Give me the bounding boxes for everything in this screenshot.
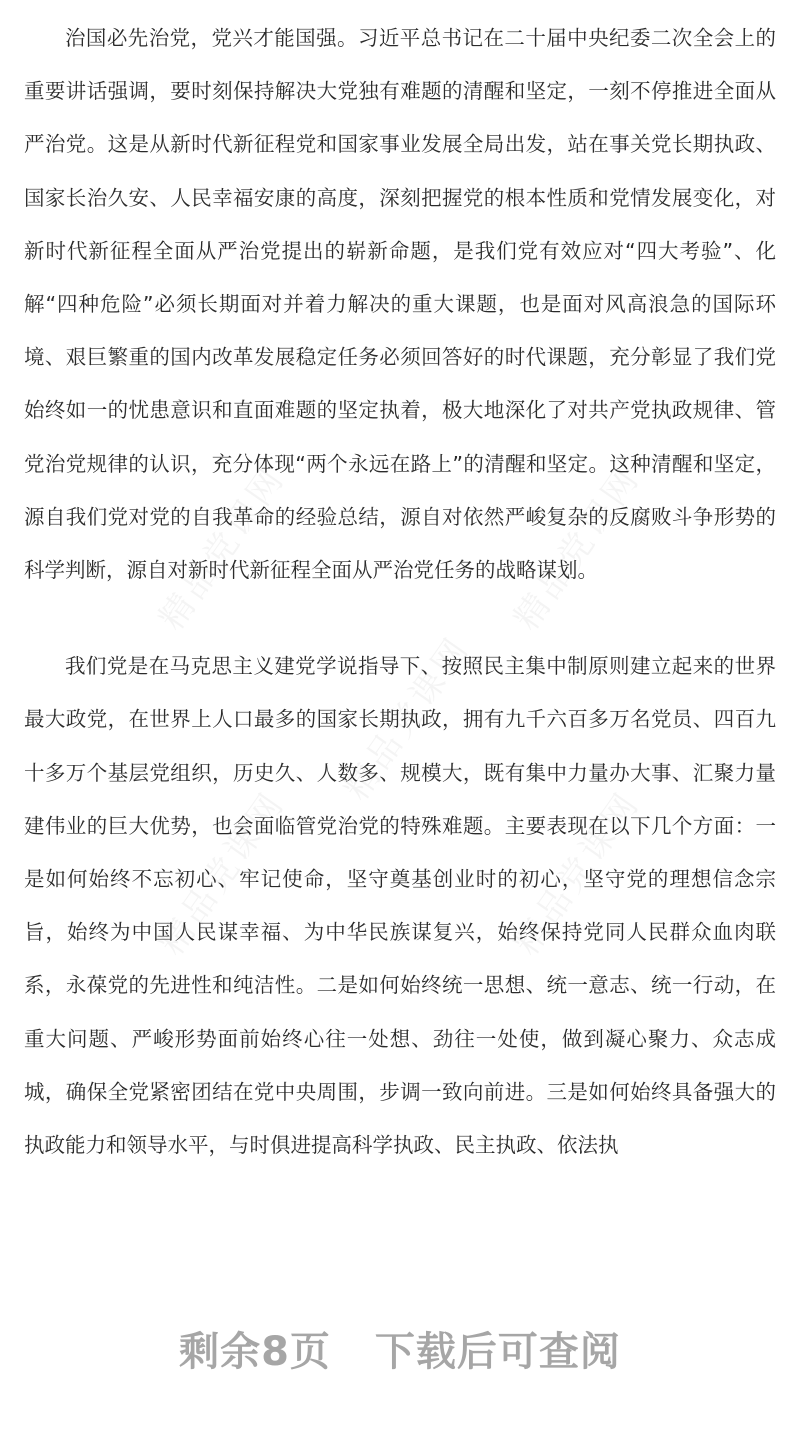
- paragraph: 治国必先治党，党兴才能国强。习近平总书记在二十届中央纪委二次全会上的重要讲话强调，要时刻保持解决大党独有难题的清醒和坚定，一刻不停推进全面从严治党。这是从新时代新征程党和国家事业发展全局出发，站在事关党长期执政、国家长治久安、人民幸福安康的高度，深刻把握党的根本性质和党情发展变化，对新时代新征程全面从严治党提出的崭新命题，是我们党有效应对“四大考验”、化解“四种危险”必须长期面对并着力解决的重大课题，也是面对风高浪急的国际环境、艰巨繁重的国内改革发展稳定任务必须回答好的时代课题，充分彰显了我们党始终如一的忧患意识和直面难题的坚定执着，极大地深化了对共产党执政规律、管党治党规律的认识，充分体现“两个永远在路上”的清醒和坚定。这种清醒和坚定，源自我们党对党的自我革命的经验总结，源自对依然严峻复杂的反腐败斗争形势的科学判断，源自对新时代新征程全面从严治党任务的战略谋划。: [24, 26, 776, 583]
- paragraph: 我们党是在马克思主义建党学说指导下、按照民主集中制原则建立起来的世界最大政党，在世界上人口最多的国家长期执政，拥有九千六百多万名党员、四百九十多万个基层党组织，历史久、人数多、规模大，既有集中力量办大事、汇聚力量建伟业的巨大优势，也会面临管党治党的特殊难题。主要表现在以下几个方面：一是如何始终不忘初心、牢记使命，坚守奠基创业时的初心，坚守党的理想信念宗旨，始终为中国人民谋幸福、为中华民族谋复兴，始终保持党同人民群众血肉联系，永葆党的先进性和纯洁性。二是如何始终统一思想、统一意志、统一行动，在重大问题、严峻形势面前始终心往一处想、劲往一处使，做到凝心聚力、众志成城，确保全党紧密团结在党中央周围，步调一致向前进。三是如何始终具备强大的执政能力和领导水平，与时俱进提高科学执政、民主执政、依法执: [24, 654, 776, 1158]
- watermark-text: 精品党课网: [506, 783, 649, 963]
- watermark-text: 精品党课网: [506, 458, 649, 638]
- remaining-pages-label: 剩余8页: [179, 1329, 331, 1375]
- watermark-text: 精品党课网: [151, 458, 294, 638]
- watermark-text: 精品党课网: [336, 628, 479, 808]
- watermark-text: 精品党课网: [151, 783, 294, 963]
- document-body: [24, 0, 776, 1172]
- download-hint-label: 下载后可查阅: [374, 1329, 621, 1375]
- remaining-pages-banner[interactable]: [0, 1320, 800, 1377]
